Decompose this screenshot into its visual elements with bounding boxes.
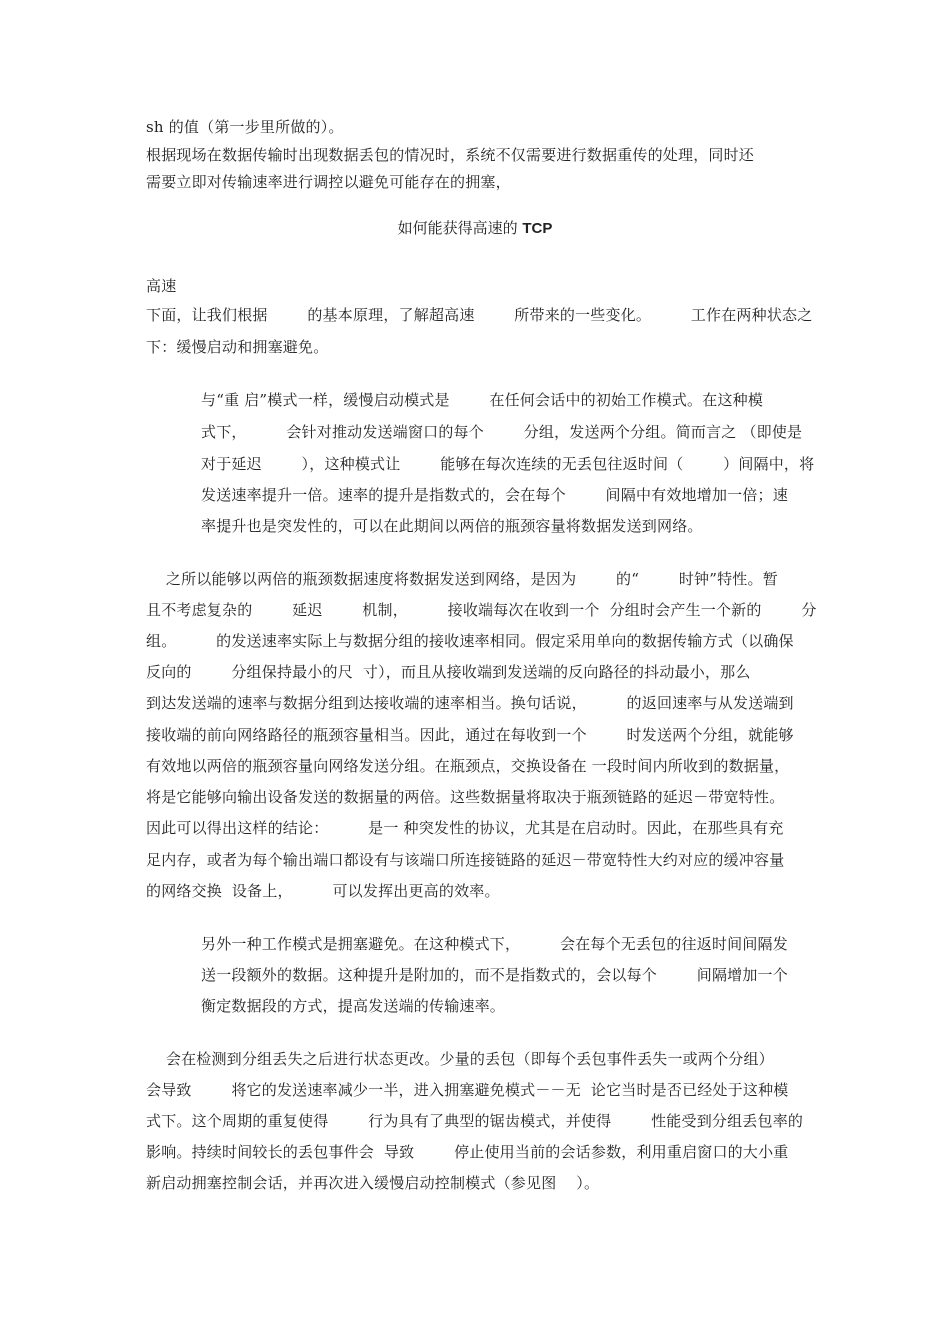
text-line: sh 的值（第一步里所做的）。 [146,118,344,136]
text-line: 有效地以两倍的瓶颈容量向网络发送分组。在瓶颈点，交换设备在 一段时间内所收到的数据量， [146,757,790,775]
heading-bold-text: TCP [522,220,553,237]
text-line: 且不考虑复杂的 延迟 机制， 接收端每次在收到一个 分组时会产生一个新的 分 [146,601,817,619]
text-line: 下面，让我们根据 的基本原理，了解超高速 所带来的一些变化。 工作在两种状态之 [146,306,813,324]
block-line: 发送速率提升一倍。速率的提升是指数式的，会在每个 间隔中有效地增加一倍；速 [201,486,788,504]
text-line: 反向的 分组保持最小的尺 寸），而且从接收端到发送端的反向路径的抖动最小，那么 [146,663,751,681]
block-line: 式下， 会针对推动发送端窗口的每个 分组，发送两个分组。简而言之 （即使是 [201,423,803,441]
section-heading [0,218,950,239]
text-line: 之所以能够以两倍的瓶颈数据速度将数据发送到网络，是因为 的“ 时钟”特性。暂 [146,570,778,588]
text-line: 需要立即对传输速率进行调控以避免可能存在的拥塞， [146,173,511,191]
text-line: 新启动拥塞控制会话，并再次进入缓慢启动控制模式（参见图 ）。 [146,1174,600,1192]
text-line: 接收端的前向网络路径的瓶颈容量相当。因此，通过在每收到一个 时发送两个分组，就能够 [146,726,794,744]
text-line: 的网络交换 设备上， 可以发挥出更高的效率。 [146,882,500,900]
block-line: 与“重 启”模式一样，缓慢启动模式是 在任何会话中的初始工作模式。在这种模 [201,391,764,409]
block-line: 率提升也是突发性的，可以在此期间以两倍的瓶颈容量将数据发送到网络。 [201,517,703,535]
text-line: 组。 的发送速率实际上与数据分组的接收速率相同。假定采用单向的数据传输方式（以确保 [146,632,794,650]
block-line: 对于延迟 ），这种模式让 能够在每次连续的无丢包往返时间（ ）间隔中，将 [201,455,815,473]
heading-text: 如何能获得高速的 [397,219,523,237]
text-line: 到达发送端的速率与数据分组到达接收端的速率相当。换句话说， 的返回速率与从发送端到 [146,694,794,712]
block-line: 另外一种工作模式是拥塞避免。在这种模式下， 会在每个无丢包的往返时间间隔发 [201,935,788,953]
text-line: 根据现场在数据传输时出现数据丢包的情况时，系统不仅需要进行数据重传的处理，同时还 [146,146,755,164]
text-line: 会导致 将它的发送速率减少一半，进入拥塞避免模式－－无 论它当时是否已经处于这种模 [146,1081,789,1099]
text-line: 足内存，或者为每个输出端口都设有与该端口所连接链路的延迟－带宽特性大约对应的缓冲容量 [146,851,785,869]
text-line: 会在检测到分组丢失之后进行状态更改。少量的丢包（即每个丢包事件丢失一或两个分组） [146,1050,774,1068]
text-line: 下：缓慢启动和拥塞避免。 [146,338,329,356]
text-line: 将是它能够向输出设备发送的数据量的两倍。这些数据量将取决于瓶颈链路的延迟－带宽特性。 [146,788,785,806]
text-line: 因此可以得出这样的结论： 是一 种突发性的协议，尤其是在启动时。因此，在那些具有充 [146,819,784,837]
text-line: 式下。这个周期的重复使得 行为具有了典型的锯齿模式，并使得 性能受到分组丢包率的 [146,1112,804,1130]
text-line: 影响。持续时间较长的丢包事件会 导致 停止使用当前的会话参数，利用重启窗口的大小重 [146,1143,789,1161]
section-label: 高速 [146,277,177,295]
block-line: 送一段额外的数据。这种提升是附加的，而不是指数式的，会以每个 间隔增加一个 [201,966,788,984]
block-line: 衡定数据段的方式，提高发送端的传输速率。 [201,997,506,1015]
